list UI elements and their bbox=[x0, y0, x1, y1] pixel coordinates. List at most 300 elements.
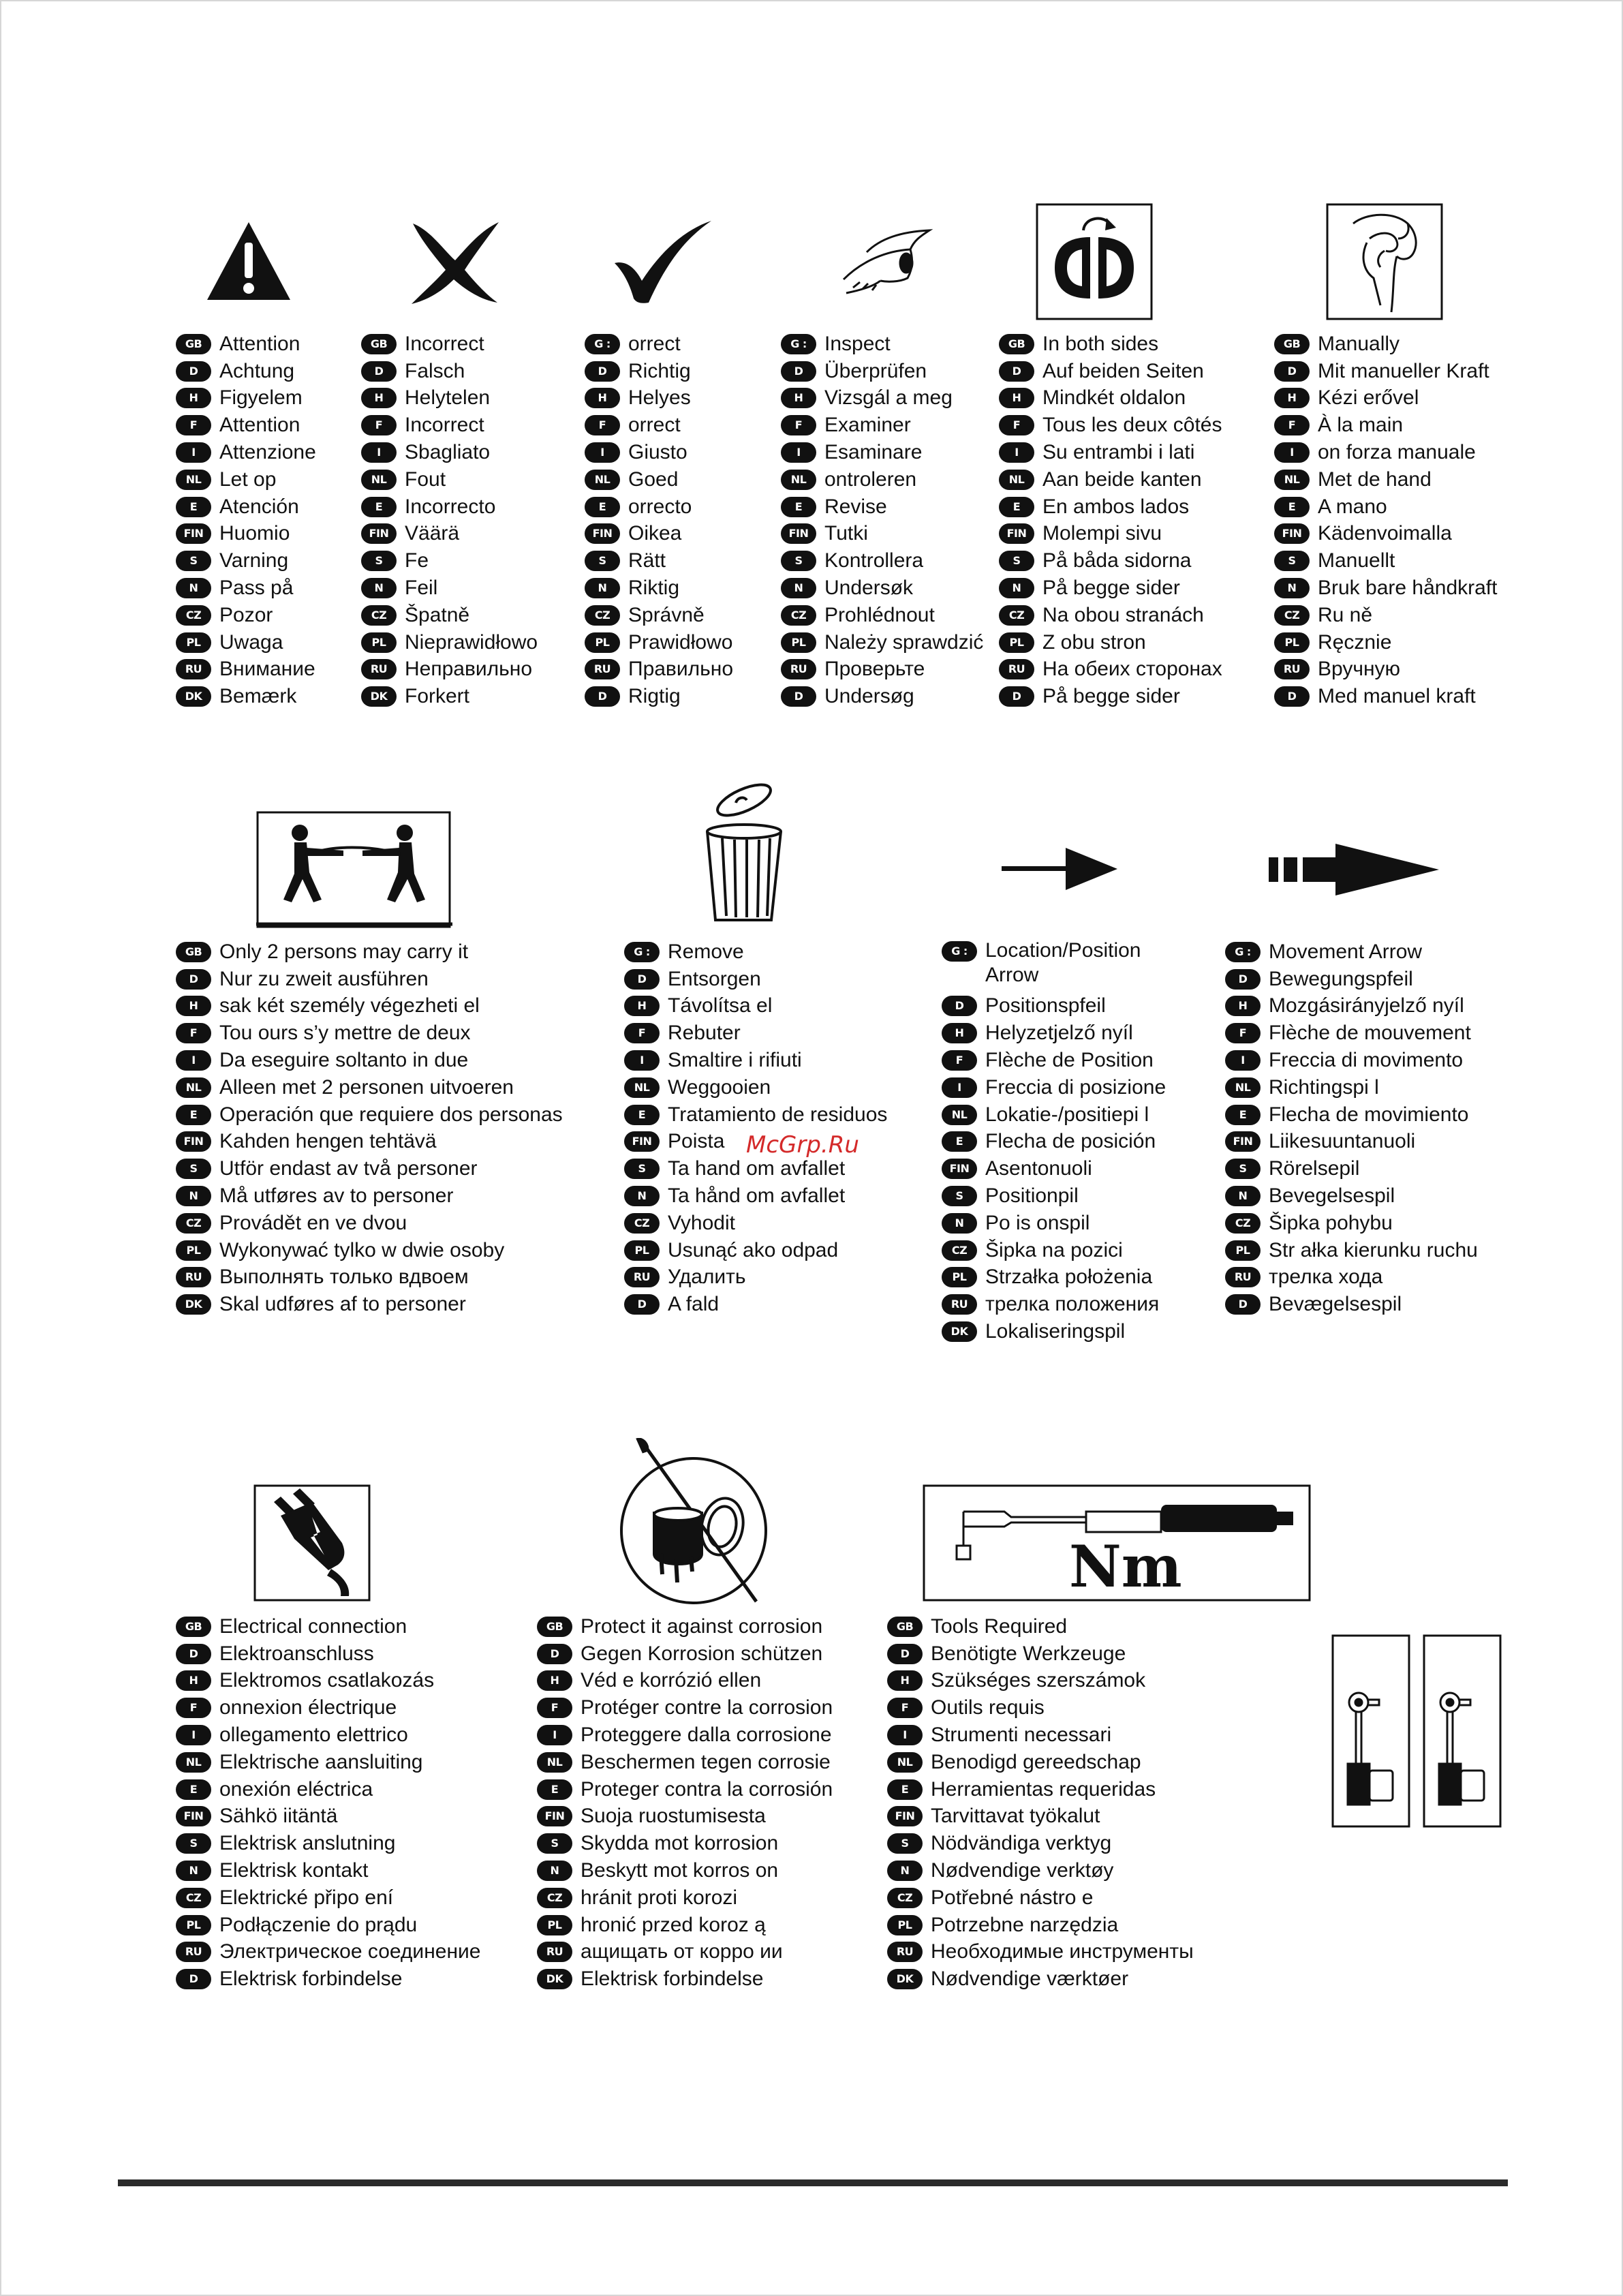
translation-text: Suoja ruostumisesta bbox=[581, 1805, 766, 1828]
language-code-badge: RU bbox=[585, 659, 620, 679]
language-entry bbox=[585, 547, 733, 575]
translation-text: Da eseguire soltanto in due bbox=[219, 1049, 469, 1072]
language-code-badge: GB bbox=[537, 1617, 572, 1637]
language-entry bbox=[361, 547, 538, 575]
language-entry bbox=[585, 412, 733, 439]
language-code-badge: H bbox=[176, 1670, 211, 1691]
language-entry bbox=[942, 1264, 1190, 1291]
language-entry bbox=[999, 331, 1222, 358]
translation-text: Benötigte Werkzeuge bbox=[931, 1642, 1126, 1665]
language-code-badge: G : bbox=[624, 942, 660, 962]
language-code-badge: RU bbox=[537, 1942, 572, 1962]
language-entry bbox=[176, 966, 563, 993]
language-entry bbox=[999, 412, 1222, 439]
language-code-badge: D bbox=[624, 1294, 660, 1315]
language-code-badge: D bbox=[999, 686, 1034, 707]
language-entry bbox=[176, 683, 316, 710]
language-entry bbox=[176, 1965, 480, 1993]
translation-text: Beskytt mot korros on bbox=[581, 1859, 779, 1882]
language-entry bbox=[176, 358, 316, 385]
language-entry bbox=[1225, 1020, 1478, 1047]
language-entry bbox=[1225, 1155, 1478, 1182]
language-entry bbox=[999, 575, 1222, 602]
language-code-badge: I bbox=[999, 442, 1034, 463]
language-code-badge: I bbox=[624, 1050, 660, 1071]
language-code-badge: DK bbox=[537, 1969, 572, 1989]
translation-text: Only 2 persons may carry it bbox=[219, 940, 469, 963]
language-entry bbox=[361, 466, 538, 493]
translation-text: Távolítsa el bbox=[668, 994, 773, 1017]
translation-text: Strumenti necessari bbox=[931, 1724, 1112, 1747]
language-code-badge: PL bbox=[1274, 632, 1310, 653]
translation-text: Auf beiden Seiten bbox=[1042, 359, 1204, 382]
language-entry bbox=[1274, 358, 1497, 385]
translation-text: Forkert bbox=[405, 685, 470, 708]
language-code-badge: DK bbox=[361, 686, 397, 707]
language-entry bbox=[781, 385, 983, 412]
language-code-badge: RU bbox=[781, 659, 816, 679]
translation-text: onexión eléctrica bbox=[219, 1777, 373, 1801]
language-entry bbox=[999, 602, 1222, 629]
language-entry bbox=[781, 521, 983, 548]
language-entry bbox=[585, 439, 733, 466]
language-code-badge: S bbox=[887, 1833, 923, 1854]
translation-text: Esaminare bbox=[824, 441, 923, 464]
language-code-badge: PL bbox=[176, 632, 211, 653]
language-code-badge: NL bbox=[361, 470, 397, 490]
translation-text: Tools Required bbox=[931, 1614, 1068, 1638]
translation-text: Tutki bbox=[824, 522, 868, 545]
language-code-badge: NL bbox=[999, 470, 1034, 490]
language-code-badge: PL bbox=[176, 1915, 211, 1935]
cross-icon bbox=[403, 217, 504, 307]
language-entry bbox=[781, 358, 983, 385]
translation-text: Prohlédnout bbox=[824, 603, 935, 626]
language-code-badge: NL bbox=[1274, 470, 1310, 490]
language-entry bbox=[887, 1776, 1194, 1803]
language-code-badge: D bbox=[781, 686, 816, 707]
language-code-badge: RU bbox=[999, 659, 1034, 679]
language-entry bbox=[887, 1668, 1194, 1695]
language-code-badge: D bbox=[176, 969, 211, 990]
language-code-badge: E bbox=[176, 497, 211, 517]
language-entry bbox=[887, 1857, 1194, 1884]
language-code-badge: I bbox=[887, 1725, 923, 1745]
language-entry bbox=[361, 331, 538, 358]
bottom-rule bbox=[118, 2179, 1508, 2186]
language-code-badge: H bbox=[624, 996, 660, 1016]
language-entry bbox=[361, 656, 538, 684]
translation-text: A mano bbox=[1318, 495, 1387, 518]
translation-text: orrect bbox=[628, 414, 681, 437]
language-entry bbox=[1274, 493, 1497, 521]
electrical-plug-icon bbox=[253, 1484, 371, 1602]
language-code-badge: S bbox=[942, 1186, 977, 1206]
language-code-badge: D bbox=[781, 361, 816, 382]
language-entry bbox=[1225, 966, 1478, 993]
language-code-badge: FIN bbox=[887, 1806, 923, 1826]
translation-text: Вручную bbox=[1318, 658, 1401, 681]
language-code-badge: G : bbox=[585, 334, 620, 354]
language-entry bbox=[1225, 1101, 1478, 1129]
language-code-badge: NL bbox=[176, 1077, 211, 1098]
language-entry bbox=[361, 412, 538, 439]
translation-text: Необходимые инструменты bbox=[931, 1940, 1194, 1963]
language-code-badge: D bbox=[999, 361, 1034, 382]
translation-text: Bevægelsespil bbox=[1269, 1293, 1402, 1316]
language-code-badge: I bbox=[781, 442, 816, 463]
language-entry bbox=[176, 938, 563, 966]
language-code-badge: G : bbox=[942, 941, 977, 962]
language-entry bbox=[999, 439, 1222, 466]
translation-text: Let op bbox=[219, 468, 277, 491]
translation-text: Flecha de posición bbox=[985, 1130, 1156, 1153]
language-code-badge: GB bbox=[176, 334, 211, 354]
translation-text: orrecto bbox=[628, 495, 692, 518]
translation-text: onnexion électrique bbox=[219, 1696, 397, 1719]
translation-text: Protéger contre la corrosion bbox=[581, 1696, 833, 1719]
language-entry bbox=[1274, 656, 1497, 684]
language-code-badge: RU bbox=[176, 1267, 211, 1287]
language-entry bbox=[624, 993, 887, 1020]
translation-text: Rigtig bbox=[628, 685, 681, 708]
language-entry bbox=[781, 629, 983, 656]
translation-text: Helyes bbox=[628, 386, 691, 410]
language-entry bbox=[781, 683, 983, 710]
language-code-badge: RU bbox=[624, 1267, 660, 1287]
translation-text: Lokaliseringspil bbox=[985, 1320, 1126, 1343]
language-entry bbox=[781, 575, 983, 602]
language-code-badge: H bbox=[176, 996, 211, 1016]
translation-text: Vizsgál a meg bbox=[824, 386, 953, 410]
language-code-badge: FIN bbox=[537, 1806, 572, 1826]
language-entry bbox=[887, 1912, 1194, 1939]
language-code-badge: I bbox=[537, 1725, 572, 1745]
translation-text: Внимание bbox=[219, 658, 315, 681]
language-code-badge: D bbox=[537, 1644, 572, 1664]
language-code-badge: FIN bbox=[781, 523, 816, 544]
language-code-badge: F bbox=[176, 415, 211, 435]
language-entry bbox=[1225, 1264, 1478, 1291]
translation-text: Incorrect bbox=[405, 332, 484, 355]
language-entry bbox=[537, 1965, 833, 1993]
language-entry bbox=[887, 1694, 1194, 1721]
language-entry bbox=[176, 1291, 563, 1318]
language-entry bbox=[176, 1020, 563, 1047]
translation-text: Kézi erővel bbox=[1318, 386, 1419, 410]
language-entry bbox=[176, 1640, 480, 1668]
language-entry bbox=[781, 493, 983, 521]
language-entry bbox=[1225, 1182, 1478, 1210]
language-code-badge: F bbox=[1274, 415, 1310, 435]
language-entry bbox=[624, 1101, 887, 1129]
language-code-badge: H bbox=[585, 388, 620, 408]
language-entry bbox=[942, 1020, 1190, 1047]
translation-text: In both sides bbox=[1042, 332, 1159, 355]
translation-text: Podłączenie do prądu bbox=[219, 1913, 418, 1936]
translation-text: Feil bbox=[405, 577, 438, 600]
language-code-badge: NL bbox=[887, 1752, 923, 1773]
language-entry bbox=[1274, 547, 1497, 575]
language-entry bbox=[1225, 993, 1478, 1020]
language-entry bbox=[1225, 1237, 1478, 1264]
language-code-badge: N bbox=[781, 578, 816, 598]
language-code-badge: H bbox=[1225, 996, 1261, 1016]
translation-text: Elektroanschluss bbox=[219, 1642, 374, 1665]
language-entry bbox=[361, 602, 538, 629]
language-entry bbox=[176, 1857, 480, 1884]
language-entry bbox=[176, 385, 316, 412]
translation-text: Med manuel kraft bbox=[1318, 685, 1476, 708]
translation-text: Wykonywać tylko w dwie osoby bbox=[219, 1238, 505, 1261]
language-entry bbox=[999, 656, 1222, 684]
translation-text: Varning bbox=[219, 549, 289, 572]
translation-text: Giusto bbox=[628, 441, 687, 464]
inspect-list bbox=[781, 331, 983, 710]
language-entry bbox=[361, 521, 538, 548]
language-code-badge: FIN bbox=[1274, 523, 1310, 544]
two-persons-list bbox=[176, 938, 563, 1318]
watermark: McGrp.Ru bbox=[746, 1131, 859, 1159]
translation-text: Šipka na pozici bbox=[985, 1238, 1123, 1261]
language-code-badge: D bbox=[176, 1969, 211, 1989]
language-entry bbox=[1274, 385, 1497, 412]
translation-text: Freccia di movimento bbox=[1269, 1049, 1464, 1072]
language-code-badge: PL bbox=[887, 1915, 923, 1935]
language-code-badge: S bbox=[999, 551, 1034, 571]
translation-text: Richtig bbox=[628, 359, 691, 382]
translation-text: Nur zu zweit ausführen bbox=[219, 967, 429, 990]
translation-text: Benodigd gereedschap bbox=[931, 1750, 1141, 1773]
translation-text: Szükséges szerszámok bbox=[931, 1669, 1146, 1692]
translation-text: Ru ně bbox=[1318, 603, 1373, 626]
language-code-badge: S bbox=[176, 1833, 211, 1854]
language-code-badge: D bbox=[585, 686, 620, 707]
language-entry bbox=[624, 1291, 887, 1318]
translation-text: ollegamento elettrico bbox=[219, 1724, 408, 1747]
language-entry bbox=[942, 1318, 1190, 1345]
translation-text: Undersøg bbox=[824, 685, 914, 708]
language-code-badge: I bbox=[176, 1050, 211, 1071]
language-entry bbox=[585, 683, 733, 710]
language-code-badge: RU bbox=[176, 1942, 211, 1962]
language-code-badge: F bbox=[1225, 1023, 1261, 1043]
translation-text: Molempi sivu bbox=[1042, 522, 1162, 545]
language-code-badge: H bbox=[999, 388, 1034, 408]
language-entry bbox=[361, 683, 538, 710]
language-code-badge: N bbox=[999, 578, 1034, 598]
language-entry bbox=[176, 1264, 563, 1291]
language-code-badge: FIN bbox=[624, 1131, 660, 1152]
translation-text: Helyzetjelző nyíl bbox=[985, 1022, 1133, 1045]
language-code-badge: CZ bbox=[624, 1213, 660, 1234]
translation-text: Liikesuuntanuoli bbox=[1269, 1130, 1416, 1153]
language-code-badge: H bbox=[1274, 388, 1310, 408]
language-entry bbox=[537, 1694, 833, 1721]
translation-text: Fout bbox=[405, 468, 446, 491]
translation-text: Incorrect bbox=[405, 414, 484, 437]
language-entry bbox=[176, 1074, 563, 1101]
warning-triangle-icon bbox=[204, 219, 293, 303]
translation-text: Str ałka kierunku ruchu bbox=[1269, 1238, 1478, 1261]
language-entry bbox=[624, 1047, 887, 1074]
both-sides-icon bbox=[1036, 203, 1153, 320]
translation-text: En ambos lados bbox=[1042, 495, 1190, 518]
translation-text: Tou ours s’y mettre de deux bbox=[219, 1022, 471, 1045]
hand-icon bbox=[1326, 203, 1443, 320]
language-code-badge: E bbox=[781, 497, 816, 517]
translation-text: Nieprawidłowo bbox=[405, 630, 538, 654]
translation-text: Smaltire i rifiuti bbox=[668, 1049, 802, 1072]
translation-text: A fald bbox=[668, 1293, 720, 1316]
translation-text: Herramientas requeridas bbox=[931, 1777, 1156, 1801]
translation-text: Špatně bbox=[405, 603, 470, 626]
language-entry bbox=[781, 439, 983, 466]
translation-text: Väärä bbox=[405, 522, 460, 545]
language-entry bbox=[361, 575, 538, 602]
translation-text: Tarvittavat työkalut bbox=[931, 1805, 1100, 1828]
language-code-badge: I bbox=[1225, 1050, 1261, 1071]
language-code-badge: H bbox=[537, 1670, 572, 1691]
language-code-badge: DK bbox=[176, 686, 211, 707]
language-code-badge: PL bbox=[537, 1915, 572, 1935]
language-entry bbox=[624, 1264, 887, 1291]
both-sides-list bbox=[999, 331, 1222, 710]
language-code-badge: GB bbox=[1274, 334, 1310, 354]
incorrect-list bbox=[361, 331, 538, 710]
language-code-badge: DK bbox=[887, 1969, 923, 1989]
translation-text: Helytelen bbox=[405, 386, 491, 410]
language-entry bbox=[176, 493, 316, 521]
translation-text: Attention bbox=[219, 414, 300, 437]
language-entry bbox=[176, 521, 316, 548]
language-entry bbox=[887, 1803, 1194, 1831]
translation-text: Bewegungspfeil bbox=[1269, 967, 1413, 990]
translation-text: Z obu stron bbox=[1042, 630, 1146, 654]
language-code-badge: D bbox=[1274, 361, 1310, 382]
translation-text: Må utføres av to personer bbox=[219, 1184, 454, 1208]
translation-text: Elektrické připo ení bbox=[219, 1886, 394, 1909]
translation-text: Na obou stranách bbox=[1042, 603, 1204, 626]
language-entry bbox=[942, 1101, 1190, 1129]
language-entry bbox=[999, 521, 1222, 548]
language-code-badge: S bbox=[176, 1159, 211, 1179]
translation-text: На обеих сторонах bbox=[1042, 658, 1222, 681]
translation-text: orrect bbox=[628, 332, 681, 355]
language-code-badge: RU bbox=[176, 659, 211, 679]
language-code-badge: CZ bbox=[176, 1888, 211, 1908]
language-entry bbox=[781, 656, 983, 684]
language-entry bbox=[176, 1182, 563, 1210]
translation-text: Undersøk bbox=[824, 577, 914, 600]
language-code-badge: H bbox=[887, 1670, 923, 1691]
translation-text: Positionpil bbox=[985, 1184, 1079, 1208]
language-code-badge: I bbox=[361, 442, 397, 463]
correct-list bbox=[585, 331, 733, 710]
language-entry bbox=[624, 1020, 887, 1047]
translation-text: hronić przed koroz ą bbox=[581, 1913, 766, 1936]
translation-text: Manuellt bbox=[1318, 549, 1395, 572]
language-entry bbox=[942, 1237, 1190, 1264]
language-code-badge: N bbox=[624, 1186, 660, 1206]
electrical-list bbox=[176, 1613, 480, 1993]
translation-text: Gegen Korrosion schützen bbox=[581, 1642, 823, 1665]
translation-text: Проверьте bbox=[824, 658, 925, 681]
language-code-badge: RU bbox=[887, 1942, 923, 1962]
eye-icon bbox=[839, 225, 935, 300]
language-code-badge: F bbox=[999, 415, 1034, 435]
language-entry bbox=[942, 1129, 1190, 1156]
language-code-badge: PL bbox=[176, 1240, 211, 1261]
language-code-badge: PL bbox=[999, 632, 1034, 653]
language-code-badge: CZ bbox=[781, 605, 816, 626]
translation-text: À la main bbox=[1318, 414, 1404, 437]
language-entry bbox=[1274, 412, 1497, 439]
language-code-badge: CZ bbox=[585, 605, 620, 626]
translation-text: Удалить bbox=[668, 1266, 746, 1289]
language-entry bbox=[942, 1291, 1190, 1318]
language-entry bbox=[781, 466, 983, 493]
language-entry bbox=[176, 439, 316, 466]
language-entry bbox=[176, 1939, 480, 1966]
translation-text: Lokatie-/positiepi l bbox=[985, 1103, 1149, 1126]
language-entry bbox=[999, 493, 1222, 521]
language-entry bbox=[1274, 575, 1497, 602]
translation-text: Richtingspi l bbox=[1269, 1075, 1379, 1099]
movement-arrow-icon bbox=[1265, 842, 1440, 897]
translation-text: Uwaga bbox=[219, 630, 283, 654]
language-code-badge: I bbox=[176, 442, 211, 463]
language-code-badge: FIN bbox=[176, 1131, 211, 1152]
check-mark-icon bbox=[612, 218, 714, 307]
language-entry bbox=[176, 1210, 563, 1237]
language-code-badge: D bbox=[585, 361, 620, 382]
translation-text: Sähkö iitäntä bbox=[219, 1805, 338, 1828]
translation-text: Bevegelsespil bbox=[1269, 1184, 1395, 1208]
language-entry bbox=[176, 466, 316, 493]
translation-text: Elektromos csatlakozás bbox=[219, 1669, 435, 1692]
translation-text: Utför endast av två personer bbox=[219, 1157, 478, 1180]
language-code-badge: F bbox=[942, 1050, 977, 1071]
translation-text: трелка положения bbox=[985, 1293, 1160, 1316]
language-entry bbox=[361, 358, 538, 385]
translation-text: Atención bbox=[219, 495, 299, 518]
language-code-badge: F bbox=[585, 415, 620, 435]
language-code-badge: NL bbox=[942, 1105, 977, 1125]
language-code-badge: N bbox=[176, 1861, 211, 1881]
translation-text: Prawidłowo bbox=[628, 630, 733, 654]
translation-text: Location/Position Arrow bbox=[985, 939, 1141, 986]
translation-text: Manually bbox=[1318, 332, 1400, 355]
language-entry bbox=[585, 385, 733, 412]
language-code-badge: F bbox=[176, 1023, 211, 1043]
language-code-badge: H bbox=[781, 388, 816, 408]
language-entry bbox=[942, 1074, 1190, 1101]
language-entry bbox=[1274, 521, 1497, 548]
language-code-badge: N bbox=[887, 1861, 923, 1881]
language-code-badge: S bbox=[176, 551, 211, 571]
translation-text: Movement Arrow bbox=[1269, 940, 1423, 963]
language-entry bbox=[781, 547, 983, 575]
language-code-badge: E bbox=[585, 497, 620, 517]
translation-text: Правильно bbox=[628, 658, 734, 681]
translation-text: Überprüfen bbox=[824, 359, 927, 382]
language-code-badge: F bbox=[537, 1698, 572, 1718]
translation-text: På båda sidorna bbox=[1042, 549, 1192, 572]
language-entry bbox=[999, 629, 1222, 656]
language-code-badge: CZ bbox=[176, 605, 211, 626]
language-code-badge: NL bbox=[1225, 1077, 1261, 1098]
